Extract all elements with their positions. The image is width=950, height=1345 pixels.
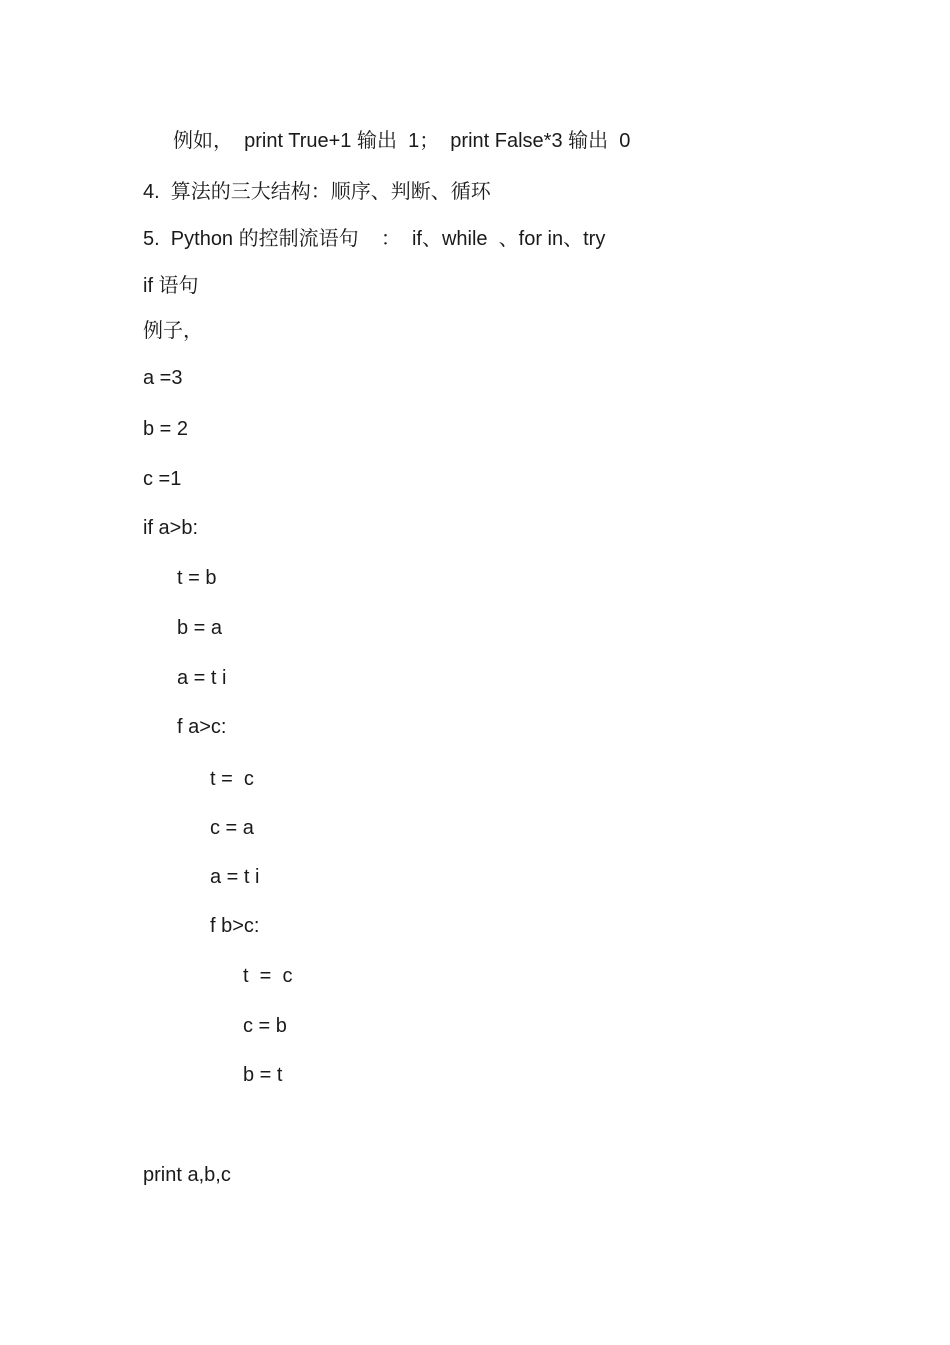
code-line: f a>c: [177, 716, 227, 738]
code-line: a = t i [210, 866, 260, 888]
code-line: a =3 [143, 367, 183, 389]
example-output-line: 例如， print True+1 输出 1； print False*3 输出 0 [173, 130, 631, 152]
code-line: c = a [210, 817, 254, 839]
code-line: if a>b: [143, 517, 199, 539]
code-line: b = t [243, 1064, 283, 1086]
code-line: t = c [210, 768, 254, 790]
code-line: print a,b,c [143, 1164, 231, 1186]
code-line: b = a [177, 617, 223, 639]
example-label: 例子， [143, 320, 203, 342]
code-line: c = b [243, 1015, 287, 1037]
code-line: a = t i [177, 667, 227, 689]
if-statement-heading: if 语句 [143, 275, 199, 297]
code-line: b = 2 [143, 418, 189, 440]
code-line: c =1 [143, 468, 182, 490]
code-line: f b>c: [210, 915, 260, 937]
item-5-control-flow: 5. Python 的控制流语句 ： if、while 、for in、try [143, 228, 606, 250]
code-line: t = b [177, 567, 217, 589]
code-line: t = c [243, 965, 293, 987]
item-4-algorithm-structures: 4. 算法的三大结构：顺序、判断、循环 [143, 181, 491, 203]
